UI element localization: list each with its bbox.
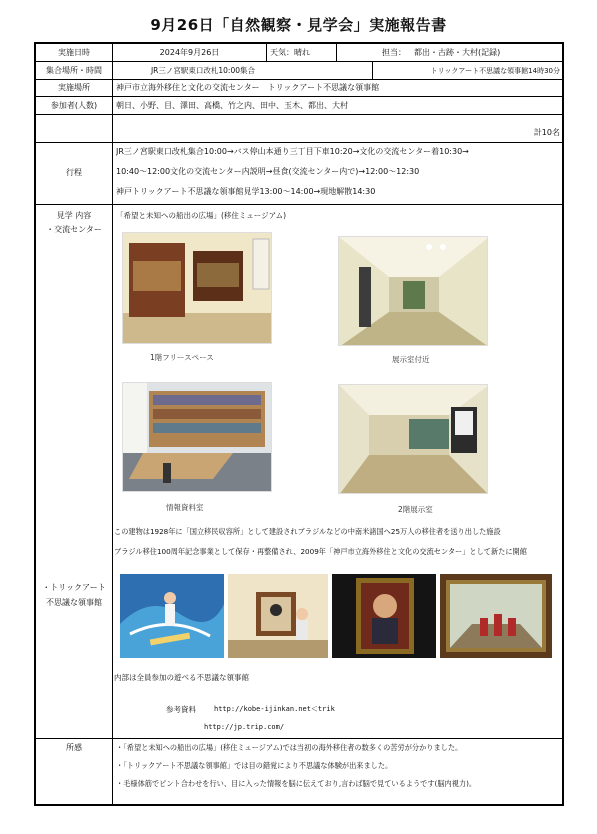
photo-trick-surf — [120, 574, 224, 658]
meet-value: JR三ノ宮駅東口改札10:00集合 — [150, 66, 256, 75]
photo-info-room — [122, 382, 272, 492]
caption-2f-exhibition: 2階展示室 — [398, 505, 433, 514]
history-line-1: この建物は1928年に「国立移民収容所」として建設されブラジルなどの中南米諸国へ25万人の移住者を送り出した施設 — [114, 527, 501, 536]
history-line-2: ブラジル移住100周年記念事業として保存・再整備され、2009年「神戸市立海外移住と文化の交流センター」として新たに開館 — [114, 547, 527, 556]
photo-free-space — [122, 232, 272, 344]
weather-label: 天気：晴れ — [270, 48, 310, 57]
members-value: 朝日、小野、目、澤田、高橋、竹之内、田中、玉木、都出、大村 — [116, 101, 348, 110]
impressions-label: 所感 — [66, 743, 82, 752]
content-sub-trickart: ・トリックアート — [42, 583, 106, 592]
photo-2f-exhibition — [338, 384, 488, 494]
museum-heading: 「希望と未知への船出の広場」(移住ミュージアム) — [116, 211, 287, 220]
photo-trick-portrait — [332, 574, 436, 658]
caption-exhibition-corridor: 展示室付近 — [392, 355, 430, 364]
reference-url-1[interactable]: http://kobe-ijinkan.net＜trik — [214, 705, 335, 713]
reference-url-2[interactable]: http://jp.trip.com/ — [204, 723, 285, 731]
members-count: 計10名 — [533, 128, 560, 137]
content-sub-center: ・交流センター — [46, 225, 102, 234]
members-label: 参加者(人数) — [50, 101, 98, 110]
date-value: 2024年9月26日 — [159, 48, 220, 57]
caption-free-space: 1階フリースペース — [150, 353, 214, 362]
schedule-line-2: 10:40～12:00文化の交流センター内説明→昼食(交流センター内で)→12:00～12:30 — [116, 167, 420, 176]
impression-3: ・毛様体筋でピント合わせを行い、目に入った情報を脳に伝えており,言わば脳で見ているようです(脳内視力)。 — [116, 779, 477, 788]
caption-info-room: 情報資料室 — [166, 503, 204, 512]
meet-note: トリックアート不思議な領事館14時30分 — [430, 67, 560, 75]
schedule-label: 行程 — [66, 168, 82, 177]
schedule-line-3: 神戸トリックアート不思議な領事館見学13:00～14:00→現地解散14:30 — [116, 187, 376, 196]
impression-2: ・「トリックアート不思議な領事館」では目の錯覚により不思議な体験が出来ました。 — [116, 761, 393, 770]
date-label: 実施日時 — [58, 48, 90, 57]
photo-exhibition-corridor — [338, 236, 488, 346]
report-table — [34, 42, 564, 806]
report-title: 9月26日「自然観察・見学会」実施報告書 — [150, 16, 447, 34]
photo-trick-frame — [228, 574, 328, 658]
schedule-line-1: JR三ノ宮駅東口改札集合10:00→バス停山本通り三丁目下車10:20→文化の交流センター着10:30→ — [116, 147, 469, 156]
reference-label: 参考資料 — [166, 705, 196, 714]
meet-label: 集合場所・時間 — [46, 66, 102, 75]
content-label: 見学 内容 — [56, 211, 92, 220]
place-label: 実施場所 — [58, 83, 90, 92]
place-value: 神戸市立海外移住と文化の交流センター トリックアート不思議な領事館 — [116, 83, 380, 92]
content-sub-consulate: 不思議な領事館 — [46, 598, 102, 607]
impression-1: ・「希望と未知への船出の広場」(移住ミュージアム)では当初の海外移住者の数多くの苦労が分かりました。 — [116, 743, 463, 752]
photo-trick-room — [440, 574, 552, 658]
trick-note: 内部は全員参加の遊べる不思議な領事館 — [114, 673, 249, 682]
staff-value: 都出・古跡・大村(記録) — [414, 48, 501, 57]
staff-label: 担当： — [382, 48, 406, 57]
